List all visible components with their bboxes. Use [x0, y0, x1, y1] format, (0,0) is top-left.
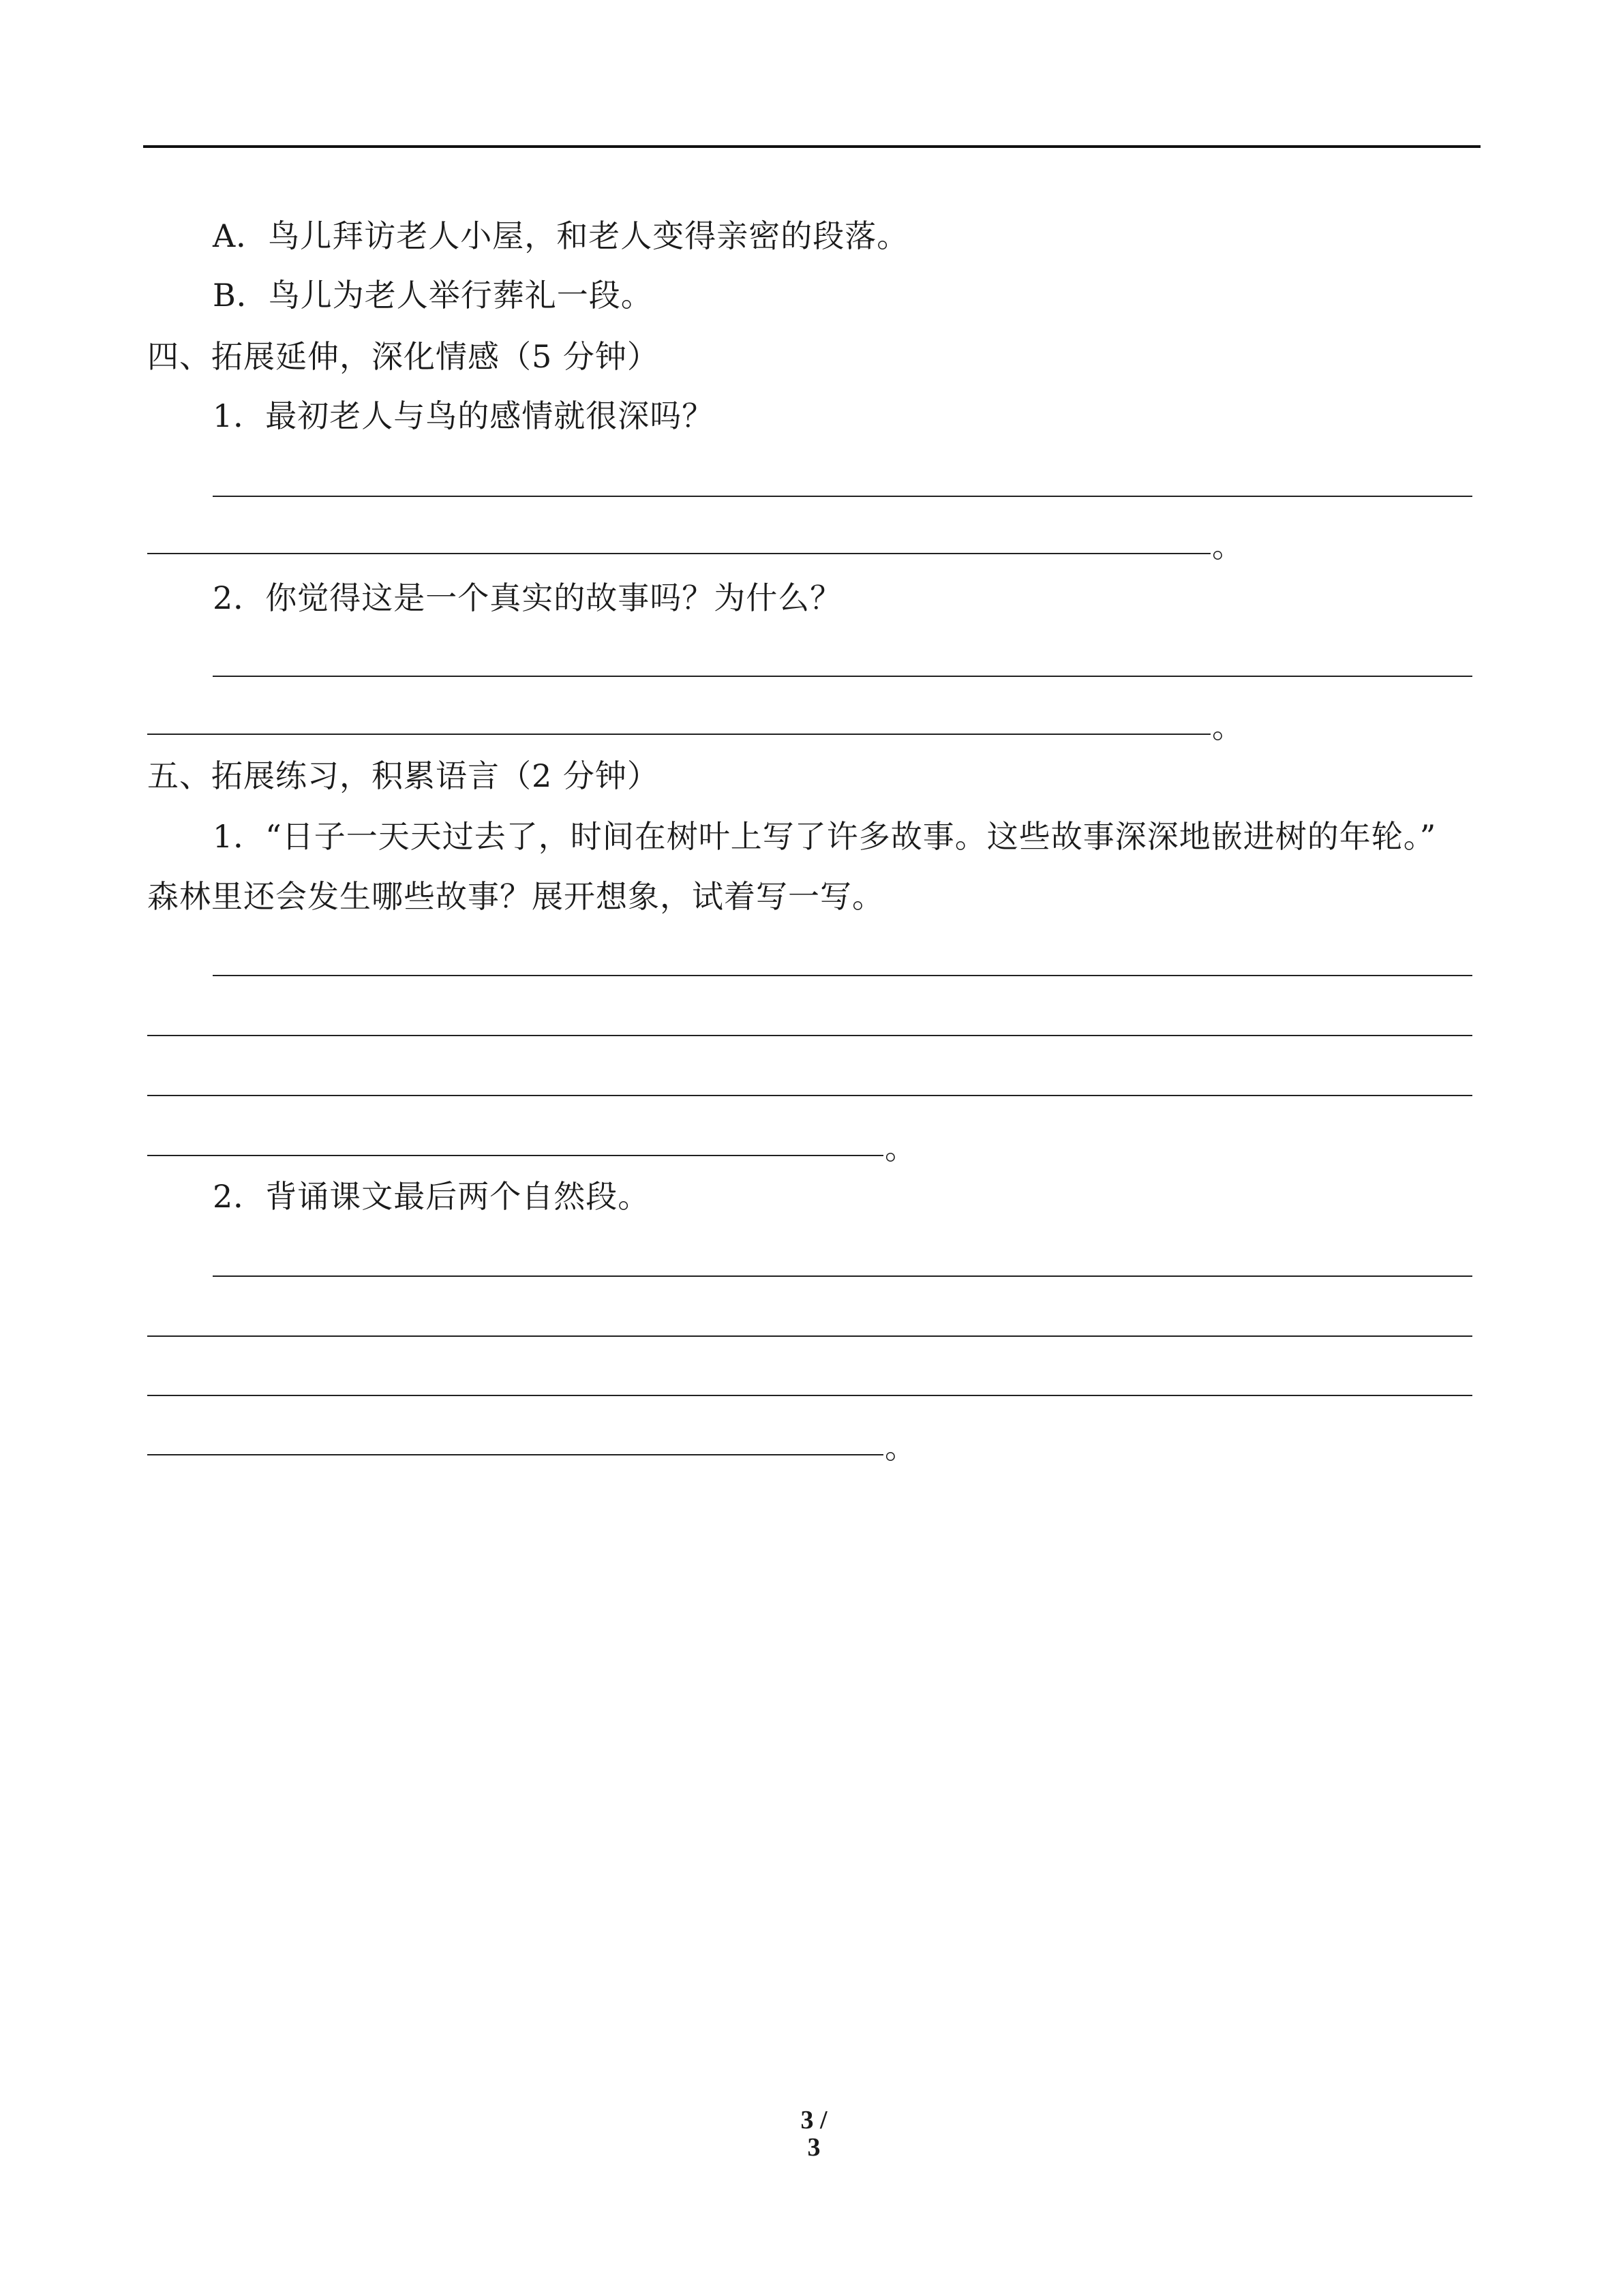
page-number: 3 / 3 [800, 2106, 828, 2162]
answer-line[interactable] [147, 1035, 1472, 1036]
answer-line[interactable] [147, 553, 1211, 554]
section-4-question-2: 2．你觉得这是一个真实的故事吗？为什么？ [213, 579, 843, 616]
option-a: A．鸟儿拜访老人小屋，和老人变得亲密的段落。 [213, 217, 909, 254]
option-b: B．鸟儿为老人举行葬礼一段。 [213, 277, 653, 314]
answer-line[interactable] [147, 734, 1211, 735]
answer-line[interactable] [213, 676, 1472, 677]
header-rule [143, 145, 1481, 148]
section-5-question-1-line-1: 1．“日子一天天过去了，时间在树叶上写了许多故事。这些故事深深地嵌进树的年轮。” [213, 818, 1437, 855]
answer-line[interactable] [147, 1155, 883, 1156]
answer-line[interactable] [147, 1454, 883, 1455]
end-mark: 。 [885, 1429, 916, 1466]
section-4-question-1: 1．最初老人与鸟的感情就很深吗？ [213, 397, 714, 434]
answer-line[interactable] [147, 1335, 1472, 1337]
section-5-heading: 五、拓展练习，积累语言（2 分钟） [147, 757, 659, 794]
end-mark: 。 [1212, 708, 1243, 745]
section-4-heading: 四、拓展延伸，深化情感（5 分钟） [147, 338, 659, 375]
end-mark: 。 [1212, 528, 1243, 564]
answer-line[interactable] [147, 1095, 1472, 1096]
answer-line[interactable] [147, 1395, 1472, 1396]
answer-line[interactable] [213, 496, 1472, 497]
section-5-question-1-line-2: 森林里还会发生哪些故事？展开想象，试着写一写。 [147, 878, 884, 915]
end-mark: 。 [885, 1130, 916, 1166]
answer-line[interactable] [213, 975, 1472, 976]
answer-line[interactable] [213, 1275, 1472, 1277]
section-5-question-2: 2．背诵课文最后两个自然段。 [213, 1178, 650, 1215]
